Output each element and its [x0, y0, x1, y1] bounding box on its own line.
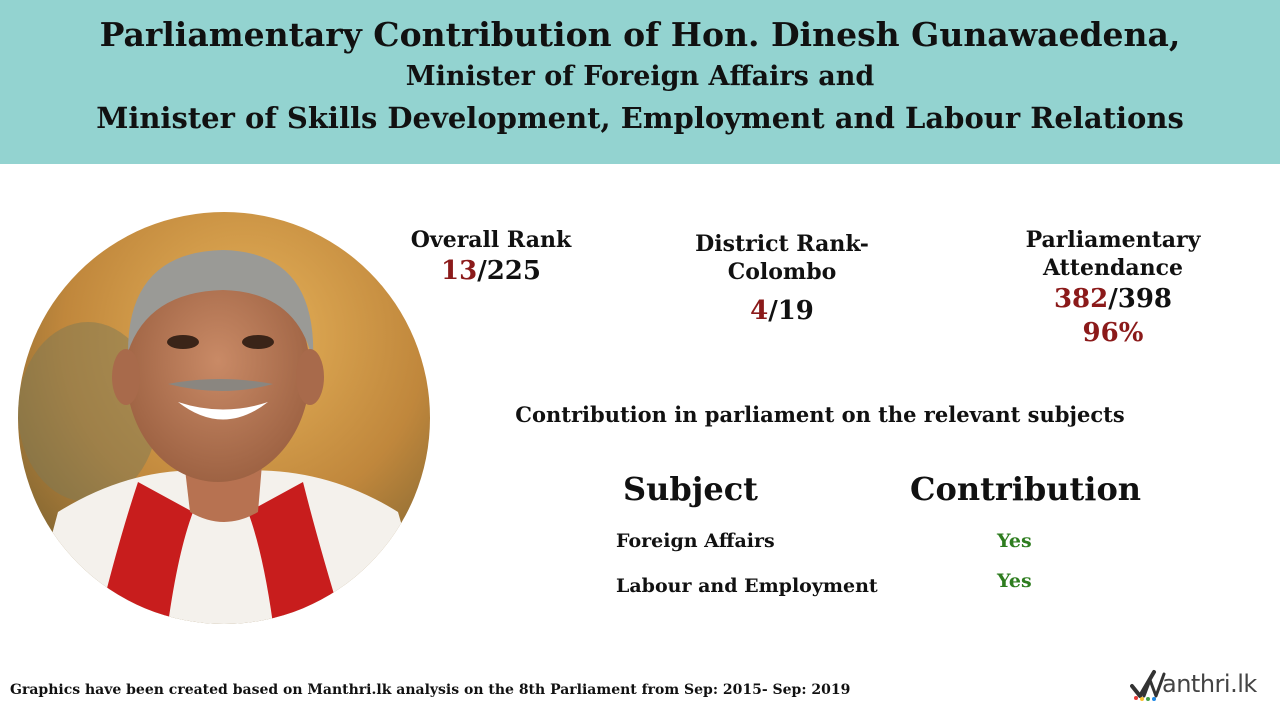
overall-rank-number: 13: [441, 256, 478, 286]
contribution-cell-foreign-affairs: Yes: [997, 530, 1032, 552]
subject-cell-foreign-affairs: Foreign Affairs: [616, 530, 775, 552]
attendance-percent: 96%: [1082, 318, 1144, 348]
manthri-logo-text: anthri.lk: [1162, 670, 1257, 698]
contribution-title: Contribution in parliament on the relevant subjects: [515, 402, 1125, 427]
attendance-total: /398: [1108, 284, 1173, 314]
overall-rank-total: /225: [477, 256, 541, 286]
attendance-stat: [954, 226, 1272, 350]
attendance-value: [954, 282, 1272, 316]
portrait-illustration: [18, 212, 430, 624]
attendance-label: Parliamentary Attendance: [1025, 227, 1201, 281]
subject-cell-labour-employment: Labour and Employment: [616, 575, 878, 597]
district-rank-total: /19: [768, 296, 814, 326]
portrait-photo: [18, 212, 430, 624]
header-banner: [0, 0, 1280, 164]
manthri-logo: [1130, 666, 1257, 702]
overall-rank-value: [400, 254, 582, 288]
page-subtitle-1: Minister of Foreign Affairs and: [405, 61, 875, 92]
page-title: Parliamentary Contribution of Hon. Dinesh Gunawaedena,: [99, 15, 1181, 54]
overall-rank-stat: [400, 226, 582, 288]
manthri-checkmark-icon: [1130, 666, 1166, 702]
district-rank-label-1: District Rank-: [695, 231, 869, 257]
overall-rank-label: Overall Rank: [410, 227, 572, 253]
district-rank-value: [690, 294, 874, 328]
contribution-cell-labour-employment: Yes: [997, 570, 1032, 592]
page-subtitle-2: Minister of Skills Development, Employment and Labour Relations: [96, 101, 1184, 135]
district-rank-label-2: Colombo: [727, 259, 837, 285]
attendance-attended: 382: [1053, 284, 1109, 314]
subject-column-header: Subject: [623, 470, 758, 508]
contribution-column-header: Contribution: [910, 470, 1142, 508]
footer-note: Graphics have been created based on Manthri.lk analysis on the 8th Parliament from Sep: 2015- Sep: 2019: [10, 682, 851, 698]
district-rank-number: 4: [750, 296, 769, 326]
district-rank-stat: [690, 230, 874, 328]
